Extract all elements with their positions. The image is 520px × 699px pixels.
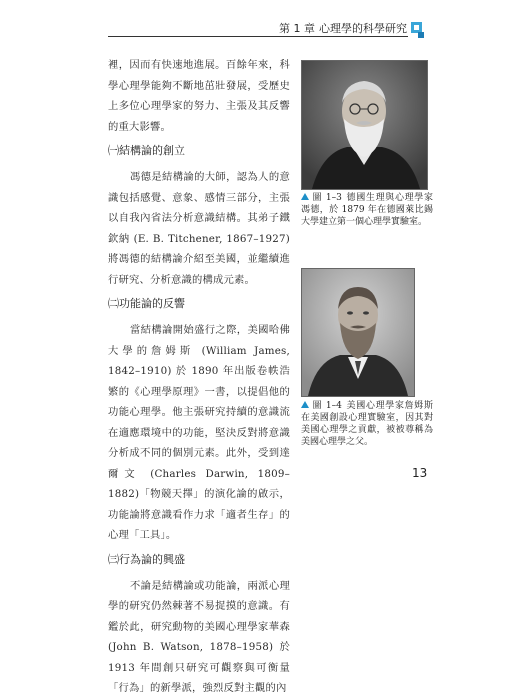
figure-label: 圖 1–4 xyxy=(312,401,342,411)
behaviorism-paragraph: 不論是結構論或功能論，兩派心理學的研究仍然棘著不易捉摸的意識。有鑑於此，研究動物的美國心理學家華森 (John B. Watson, 1878–1958) 於 1913 年間創只研究可觀察與可衡量「行為」的新學派，強烈反對主觀的內 xyxy=(108,579,290,694)
figure-label: 圖 1–3 xyxy=(312,193,342,203)
portrait-wundt-photo xyxy=(301,60,428,190)
figure-caption-text: 美國心理學家詹姆斯在美國創設心理實驗室，因其對美國心理學之貢獻，被被尊稱為美國心理學之父。 xyxy=(301,401,433,447)
header-square-inner xyxy=(414,25,419,30)
chapter-title: 心理學的科學研究 xyxy=(319,22,407,35)
section-heading-functionalism: ㈡功能論的反響 xyxy=(108,297,185,310)
figure-caption-james xyxy=(301,400,433,448)
structuralism-paragraph: 馮德是結構論的大師，認為人的意識包括感覺、意象、感情三部分，主張以自我內省法分析意識結構。其弟子鐵欽納 (E. B. Titchener, 1867–1927) 將馮德的結構論介紹至美國，並繼續進行研究、分析意識的構成元素。 xyxy=(108,171,290,286)
figure-caption-text: 德國生理與心理學家馮德，於 1879 年在德國萊比錫大學建立第一個心理學實驗室。 xyxy=(301,193,433,227)
portrait-james-image xyxy=(302,269,414,396)
section-heading-behaviorism: ㈢行為論的興盛 xyxy=(108,552,185,566)
triangle-marker-icon xyxy=(301,401,309,408)
figure-caption-wundt xyxy=(301,192,433,228)
functionalism-paragraph: 當結構論開始盛行之際，美國哈佛大學的詹姆斯 (William James, 1842–1910) 於 1890 年出版卷帙浩繁的《心理學原理》一書，以提倡他的功能心理學。他主張研究持續的意識流在適應環境中的功能，堅決反對將意識分析成不同的個別元素。此外，受到達爾文 (Charles Darwin, 1809–1882)「物競天擇」的演化論的啟示，功能論將意識看作力求「適者生存」的心理「工具」。 xyxy=(108,324,290,541)
chapter-label: 第 1 章 xyxy=(279,22,315,35)
main-text-column xyxy=(108,55,290,699)
portrait-james-photo xyxy=(301,268,415,397)
triangle-marker-icon xyxy=(301,193,309,200)
portrait-wundt-image xyxy=(302,61,427,189)
header-rule xyxy=(108,36,408,37)
header-small-square-icon xyxy=(418,32,424,38)
intro-paragraph: 裡，因而有快速地進展。百餘年來，科學心理學能夠不斷地茁壯發展，受歷史上多位心理學家的努力、主張及其反響的重大影響。 xyxy=(108,59,290,133)
running-header-text xyxy=(275,20,407,36)
page-number: 13 xyxy=(412,466,428,480)
section-heading-structuralism: ㈠結構論的創立 xyxy=(108,144,185,157)
